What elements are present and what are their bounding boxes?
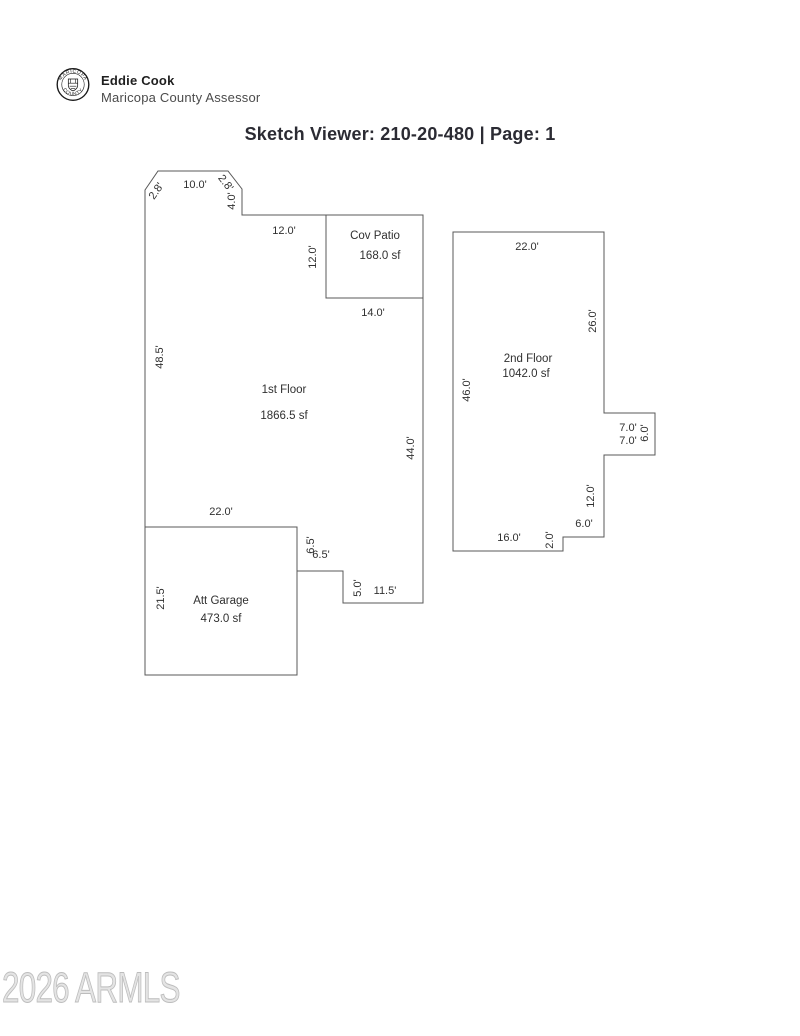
sketch-canvas xyxy=(130,160,685,690)
seal-bottom-text: COUNTY xyxy=(61,87,85,98)
seal-top-text: MARICOPA xyxy=(58,69,88,82)
dim-fl2-step-v: 2.0' xyxy=(544,531,556,549)
first-floor-area: 1866.5 sf xyxy=(260,410,308,422)
assessor-org: Maricopa County Assessor xyxy=(101,90,261,105)
dim-fl2-lower-right: 12.0' xyxy=(585,484,597,508)
cov-patio-area: 168.0 sf xyxy=(359,250,401,262)
dim-patio-left: 12.0' xyxy=(307,245,319,269)
dim-fl2-bottom: 16.0' xyxy=(497,532,521,544)
dim-fl2-left: 46.0' xyxy=(461,378,473,402)
dim-fl1-notch-v: 5.0' xyxy=(352,579,364,597)
dim-patio-bottom: 14.0' xyxy=(361,307,385,319)
seal-shield xyxy=(68,79,77,91)
att-garage-area: 473.0 sf xyxy=(200,613,242,625)
dim-fl2-top: 22.0' xyxy=(515,241,539,253)
dim-fl2-bump-right: 6.0' xyxy=(639,424,651,442)
dim-fl1-upper-h: 12.0' xyxy=(272,225,296,237)
dim-fl2-step-h: 6.0' xyxy=(575,518,593,530)
county-seal-icon xyxy=(56,66,90,103)
dim-fl1-left: 48.5' xyxy=(154,345,166,369)
second-floor-area: 1042.0 sf xyxy=(502,368,550,380)
dim-fl1-bottom: 11.5' xyxy=(373,585,397,597)
dim-fl2-bump-top: 7.0' xyxy=(619,422,637,434)
dim-fl1-right: 44.0' xyxy=(405,436,417,460)
dim-fl1-ne-vertical: 4.0' xyxy=(226,192,238,210)
dim-fl1-corner-nw: 2.8' xyxy=(146,180,167,202)
dim-fl2-upper-right: 26.0' xyxy=(587,309,599,333)
dim-garage-top: 22.0' xyxy=(209,506,233,518)
dim-fl1-corner-ne: 2.8' xyxy=(215,172,236,194)
att-garage-label: Att Garage xyxy=(193,595,249,607)
dim-fl1-step-h: 6.5' xyxy=(312,549,330,561)
dim-fl1-top: 10.0' xyxy=(183,179,207,191)
dim-fl1-step-v: 6.5' xyxy=(305,536,317,554)
second-floor-outline xyxy=(453,232,655,551)
first-floor-label: 1st Floor xyxy=(261,384,307,396)
dim-fl2-bump-bottom: 7.0' xyxy=(619,435,637,447)
second-floor-label: 2nd Floor xyxy=(503,353,553,365)
cov-patio-label: Cov Patio xyxy=(350,230,400,242)
dim-garage-left: 21.5' xyxy=(155,586,167,610)
page-title: Sketch Viewer: 210-20-480 | Page: 1 xyxy=(244,124,556,144)
assessor-name: Eddie Cook xyxy=(101,73,175,88)
page-header xyxy=(0,0,800,110)
armls-watermark: 2026 ARMLS xyxy=(2,964,180,1012)
